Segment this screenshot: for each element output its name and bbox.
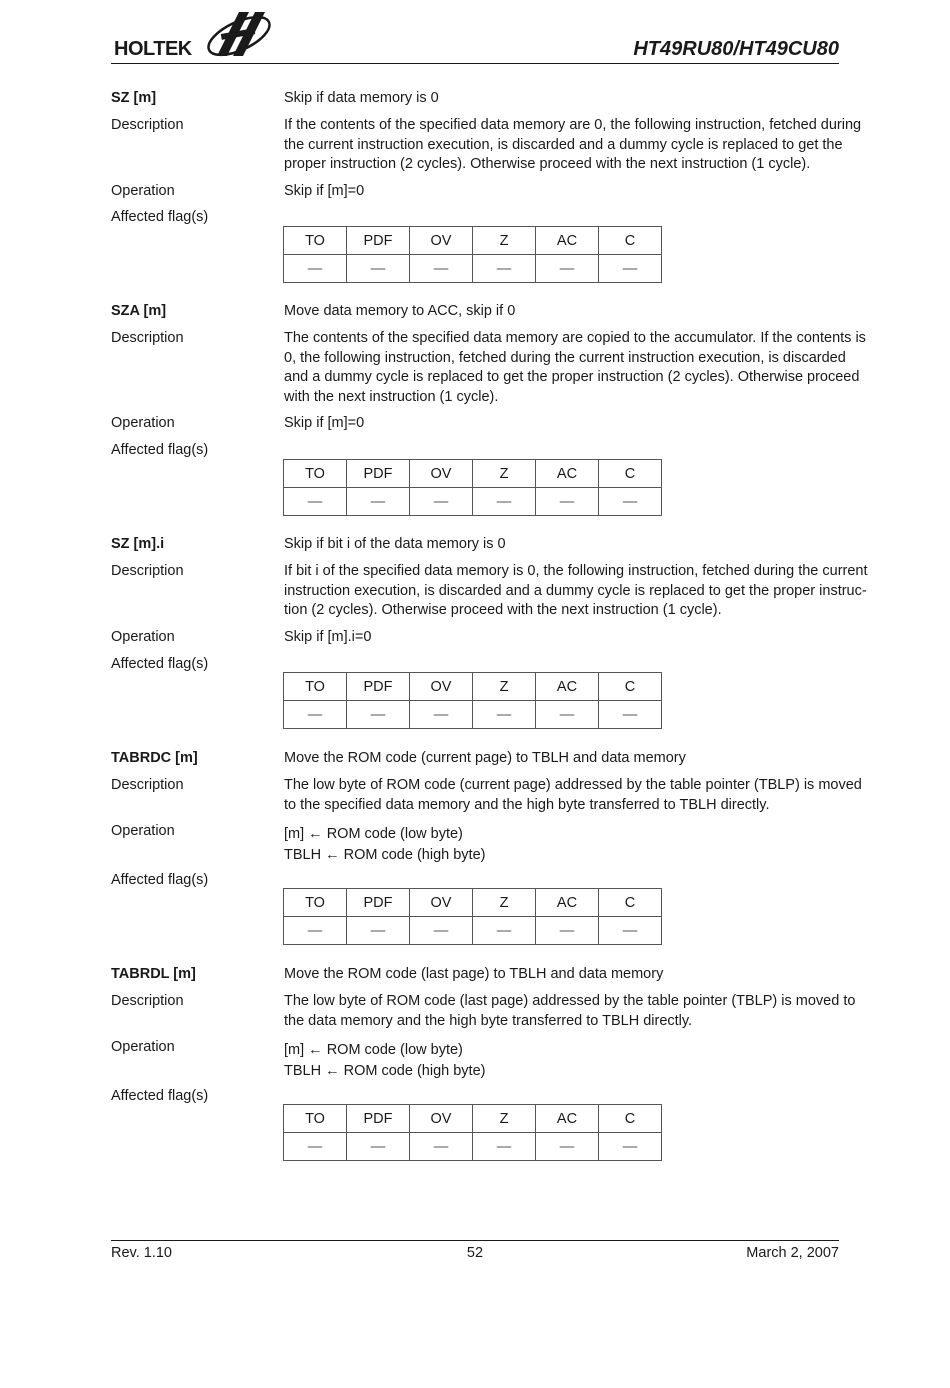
flag-header-z: Z (473, 460, 536, 488)
flag-header-pdf: PDF (347, 460, 410, 488)
flag-header-to: TO (284, 889, 347, 917)
description-text (284, 776, 862, 815)
flag-header-ac: AC (536, 227, 599, 255)
flag-value-ov: — (410, 488, 473, 516)
description-text (284, 562, 868, 621)
description-line: the current instruction execution, is discarded and a dummy cycle is replaced to get the (284, 136, 843, 153)
instruction-summary: Skip if data memory is 0 (284, 90, 439, 106)
flag-header-c: C (599, 460, 662, 488)
flag-value-c: — (599, 488, 662, 516)
instruction-summary: Move data memory to ACC, skip if 0 (284, 303, 516, 319)
description-line: proper instruction (2 cycles). Otherwise proceed with the next instruction (1 cycle). (284, 156, 811, 172)
flag-header-to: TO (284, 1105, 347, 1133)
flag-header-c: C (599, 227, 662, 255)
footer-divider (111, 1240, 839, 1241)
instruction-name: SZ [m].i (111, 536, 165, 552)
flag-header-c: C (599, 889, 662, 917)
holtek-logo-mark-icon (203, 6, 275, 60)
operation-text (284, 628, 840, 648)
flag-header-to: TO (284, 673, 347, 701)
flag-header-c: C (599, 1105, 662, 1133)
instruction-name: SZA [m] (111, 303, 167, 319)
operation-text (284, 1040, 840, 1082)
flags-table (283, 226, 662, 283)
flag-value-z: — (473, 1133, 536, 1161)
description-line: If the contents of the specified data memory are 0, the following instruction, fetched during (284, 117, 862, 133)
flag-value-c: — (599, 1133, 662, 1161)
footer-date: March 2, 2007 (746, 1245, 839, 1261)
flag-header-ov: OV (410, 1105, 473, 1133)
flag-value-ov: — (410, 917, 473, 945)
operation-line: Skip if [m]=0 (284, 415, 365, 431)
flag-value-to: — (284, 917, 347, 945)
flag-header-z: Z (473, 673, 536, 701)
flags-table (283, 1104, 662, 1161)
instruction-summary: Skip if bit i of the data memory is 0 (284, 536, 506, 552)
flag-value-pdf: — (347, 1133, 410, 1161)
operation-label: Operation (111, 183, 175, 199)
flag-value-to: — (284, 255, 347, 283)
flag-value-ac: — (536, 701, 599, 729)
flag-value-to: — (284, 1133, 347, 1161)
flag-value-ov: — (410, 1133, 473, 1161)
flag-value-pdf: — (347, 701, 410, 729)
flag-header-z: Z (473, 227, 536, 255)
flag-value-pdf: — (347, 255, 410, 283)
description-label: Description (111, 563, 184, 579)
flag-value-to: — (284, 488, 347, 516)
description-line: the data memory and the high byte transferred to TBLH directly. (284, 1012, 693, 1029)
description-line: and a dummy cycle is replaced to get the proper instruction (2 cycles). Otherwise proceed (284, 369, 860, 385)
operation-line: TBLH ← ROM code (high byte) (284, 847, 486, 863)
flag-value-pdf: — (347, 488, 410, 516)
operation-label: Operation (111, 823, 175, 839)
flag-value-z: — (473, 701, 536, 729)
flags-table (283, 672, 662, 729)
operation-line: Skip if [m].i=0 (284, 629, 372, 645)
flag-value-z: — (473, 917, 536, 945)
description-line: 0, the following instruction, fetched during the current instruction execution, is discarded (284, 349, 846, 366)
instruction-summary: Move the ROM code (current page) to TBLH and data memory (284, 750, 686, 766)
operation-line: TBLH ← ROM code (high byte) (284, 1063, 486, 1079)
flag-value-ac: — (536, 255, 599, 283)
flag-value-to: — (284, 701, 347, 729)
flag-header-ac: AC (536, 673, 599, 701)
flag-header-z: Z (473, 889, 536, 917)
flag-value-ac: — (536, 1133, 599, 1161)
description-line: with the next instruction (1 cycle). (284, 388, 499, 405)
operation-line: [m] ← ROM code (low byte) (284, 1042, 463, 1058)
instruction-name: TABRDC [m] (111, 750, 198, 766)
operation-label: Operation (111, 1039, 175, 1055)
flag-value-c: — (599, 255, 662, 283)
flag-value-z: — (473, 255, 536, 283)
flag-value-c: — (599, 917, 662, 945)
description-label: Description (111, 117, 184, 133)
flags-table (283, 888, 662, 945)
flag-header-to: TO (284, 227, 347, 255)
operation-text (284, 182, 840, 202)
flag-value-ov: — (410, 701, 473, 729)
flag-header-ov: OV (410, 460, 473, 488)
description-text (284, 329, 866, 407)
flag-header-ov: OV (410, 889, 473, 917)
flag-value-ac: — (536, 488, 599, 516)
affected-flags-label: Affected flag(s) (111, 656, 209, 672)
flag-header-pdf: PDF (347, 1105, 410, 1133)
flag-header-ov: OV (410, 673, 473, 701)
instruction-name: SZ [m] (111, 90, 157, 106)
description-line: If bit i of the specified data memory is 0, the following instruction, fetched during the current (284, 563, 868, 579)
flag-value-c: — (599, 701, 662, 729)
operation-label: Operation (111, 629, 175, 645)
description-text (284, 116, 862, 175)
flag-header-c: C (599, 673, 662, 701)
description-text (284, 992, 856, 1031)
affected-flags-label: Affected flag(s) (111, 872, 209, 888)
holtek-logo (111, 4, 281, 60)
affected-flags-label: Affected flag(s) (111, 209, 209, 225)
flag-value-pdf: — (347, 917, 410, 945)
header-divider (111, 63, 839, 64)
instruction-name: TABRDL [m] (111, 966, 196, 982)
description-line: instruction execution, is discarded and a dummy cycle is replaced to get the proper instruc- (284, 582, 867, 599)
operation-text (284, 824, 840, 866)
description-line: to the specified data memory and the high byte transferred to TBLH directly. (284, 796, 770, 813)
flag-header-pdf: PDF (347, 673, 410, 701)
flag-header-z: Z (473, 1105, 536, 1133)
flag-header-ov: OV (410, 227, 473, 255)
operation-text (284, 414, 840, 434)
flag-header-pdf: PDF (347, 889, 410, 917)
flag-value-ov: — (410, 255, 473, 283)
description-label: Description (111, 993, 184, 1009)
flag-value-z: — (473, 488, 536, 516)
flags-table (283, 459, 662, 516)
affected-flags-label: Affected flag(s) (111, 1088, 209, 1104)
flag-header-ac: AC (536, 889, 599, 917)
description-line: The low byte of ROM code (last page) addressed by the table pointer (TBLP) is moved to (284, 993, 856, 1009)
page-number: 52 (466, 1245, 484, 1261)
operation-line: [m] ← ROM code (low byte) (284, 826, 463, 842)
flag-header-to: TO (284, 460, 347, 488)
document-title: HT49RU80/HT49CU80 (633, 38, 839, 60)
flag-header-ac: AC (536, 460, 599, 488)
affected-flags-label: Affected flag(s) (111, 442, 209, 458)
description-line: The contents of the specified data memory are copied to the accumulator. If the contents is (284, 330, 866, 346)
operation-label: Operation (111, 415, 175, 431)
description-label: Description (111, 330, 184, 346)
revision-label: Rev. 1.10 (111, 1245, 172, 1261)
flag-header-pdf: PDF (347, 227, 410, 255)
description-line: tion (2 cycles). Otherwise proceed with the next instruction (1 cycle). (284, 602, 722, 618)
instruction-summary: Move the ROM code (last page) to TBLH and data memory (284, 966, 664, 982)
logo-wordmark: HOLTEK (114, 38, 192, 60)
description-line: The low byte of ROM code (current page) addressed by the table pointer (TBLP) is moved (284, 777, 862, 793)
flag-header-ac: AC (536, 1105, 599, 1133)
page-header (111, 0, 839, 66)
flag-value-ac: — (536, 917, 599, 945)
operation-line: Skip if [m]=0 (284, 183, 365, 199)
description-label: Description (111, 777, 184, 793)
